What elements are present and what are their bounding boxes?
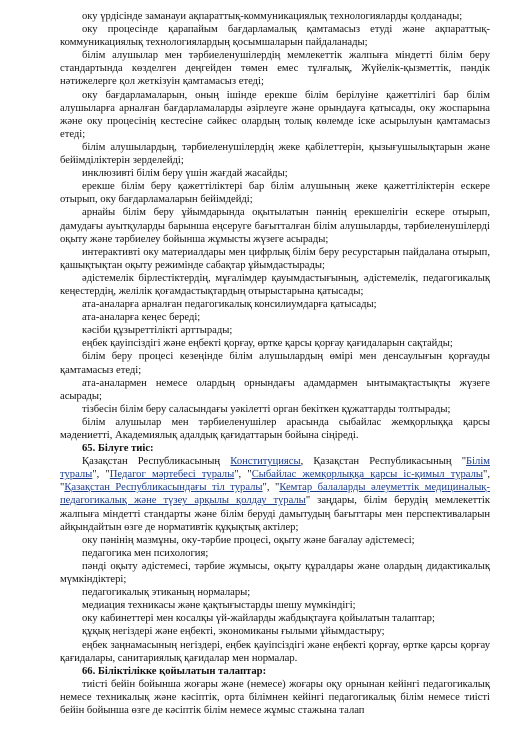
list-item: кәсіби құзыреттілікті арттырады; — [82, 325, 233, 337]
laws-sep: ", " — [60, 469, 490, 494]
link-law-anti-corruption[interactable]: Сыбайлас жемқорлыққа қарсы іс-қимыл туралы — [251, 469, 483, 481]
list-item: оку кабинеттері мен косалқы үй-жайларды жабдықтауға қойылатын талаптар; — [82, 613, 435, 625]
qualification-paragraph: тиісті бейін бойынша жоғары және (немесе) жоғары оқу орнынан кейінгі педагогикалық немесе техникалық және кәсіптік, орта білімнен кейінгі педагогикалық білім немесе тиісті бейін бойынша өзге де кәсіптік білім немесе жұмыс стажына талап — [60, 678, 490, 716]
laws-sep: " — [305, 495, 311, 507]
list-item: медиация техникасы және қақтығыстарды шешу мүмкіндігі; — [82, 600, 356, 612]
list-item: еңбек заңнамасының негіздері, еңбек қауіпсіздігі және еңбекті қорғау, өртке қарсы қорғау қағидалары, санитариялық қағидалар мен нормалар. — [60, 639, 490, 664]
document-body — [60, 10, 490, 717]
list-item: ерекше білім беру қажеттіліктері бар білім алушының жеке қажеттіліктерін ескере отырып, оку бағдарламаларын бейімдейді; — [60, 181, 490, 206]
link-law-education[interactable]: Білім туралы — [60, 456, 490, 481]
list-item: білім беру процесі кезеңінде білім алушылардың өмірі мен денсаулығын қорғауды қамтамасыз етеді; — [60, 351, 490, 376]
list-item: оку бағдарламаларын, оның ішінде ерекше білім берілуіне қажеттілігі бар білім алушыларға арналған бағдарламаларды әзірлеуге және орындауға қатысады, оку жоспарына және оку процесінің кестесіне сәйкес олардың толық көлемде іске асырылуын қамтамасыз етеді; — [60, 89, 490, 140]
list-item: оку процесінде қарапайым бағдарламалық қамтамасыз етуді және ақпараттық-коммуникациялық технологиялардың қосымшаларын пайдаланады; — [60, 24, 490, 49]
list-item: ата-аналарға арналған педагогикалық консилиумдарға қатысады; — [82, 299, 377, 311]
link-law-teacher-status[interactable]: Педагог мәртебесі туралы — [109, 469, 235, 481]
list-item: әдістемелік бірлестіктердің, мұғалімдер қауымдастығының, әдістемелік, педагогикалық кеңестердің, желілік қоғамдастықтардың отырыстарына қатысады; — [60, 272, 490, 297]
laws-intro: Қазақстан Республикасының — [82, 456, 231, 468]
list-item: білім алушылар мен тәрбиеленушілердің мемлекеттік жалпыға міндетті білім беру стандартында көзделген деңгейден төмен емес тұлғалық, Жүйелік-қызметтік, пәндік нәтижелерге қол жеткізуін қамтамасыз етеді; — [60, 50, 490, 88]
list-item: тізбесін білім беру саласындағы уәкілетті орган бекіткен құжаттарды толтырады; — [82, 403, 451, 415]
laws-sep: , Қазақстан Республикасының " — [300, 456, 467, 468]
list-item: еңбек қауіпсіздігі және еңбекті қорғау, өртке қарсы қорғау қағидаларын сақтайды; — [82, 338, 453, 350]
list-item: пәнді оқыту әдістемесі, тәрбие жұмысы, оқыту құралдары және олардың дидактикалық мүмкіндіктері; — [60, 560, 490, 586]
laws-sep: ", " — [262, 482, 280, 494]
link-constitution[interactable]: Конституциясы — [230, 456, 301, 468]
knowledge-list — [60, 534, 490, 665]
list-item: арнайы білім беру ұйымдарында оқытылатын пәннің ерекшелігін ескере отырып, дамудағы ауытқуларды барынша еңсеруге бағытталған білім алушыларды, тәрбиеленушілерді оқыту және тәрбиелеу бойынша жұмысты жүзеге асырады; — [60, 207, 490, 245]
list-item: интерактивті оку материалдары мен цифрлық білім беру ресурстарын пайдалана отырып, қашықтықтан оқыту режимінде сабақтар ұйымдастырады; — [60, 246, 490, 271]
laws-outro: заңдары, білім берудің мемлекеттік жалпыға міндетті стандарты және білім беруді дамытудың бағыттары мен перспективаларын айқындайтын өзге де нормативтік құқықтық актілер; — [60, 495, 490, 533]
laws-paragraph — [60, 455, 490, 534]
list-item: білім алушылардың, тәрбиеленушілердің жеке қабілеттерін, қызығушылықтарын және бейімділіктерін зерделейді; — [60, 141, 490, 167]
list-item: инклюзивті білім беру үшін жағдай жасайды; — [82, 168, 288, 180]
list-item: ата-аналармен немесе олардың орнындағы адамдармен ынтымақтастықты жүзеге асырады; — [60, 377, 490, 402]
list-item: құқық негіздері және еңбекті, экономиканы ғылыми ұйымдастыру; — [82, 626, 385, 638]
link-law-languages[interactable]: Қазақстан Республикасындағы тіл туралы — [64, 482, 263, 494]
section-heading-66: 66. Біліктілікке қойылатын талаптар: — [82, 665, 267, 677]
laws-sep: ", " — [92, 469, 110, 481]
laws-sep: ", " — [234, 469, 252, 481]
list-item: білім алушылар мен тәрбиеленушілер арасында сыбайлас жемқорлыққа қарсы мәдениетті, Академиялық адалдық қағидаттарын бойына сіңіреді. — [60, 416, 490, 441]
list-item: ата-аналарға кеңес береді; — [82, 312, 201, 324]
duties-list — [60, 10, 490, 442]
list-item: оку үрдісінде заманауи ақпараттық-коммуникациялық технологияларды қолданады; — [82, 11, 463, 22]
section-heading-65: 65. Білуге тиіс: — [82, 443, 154, 455]
list-item: педагогика мен психология; — [82, 547, 209, 559]
list-item: педагогикалық этиканың нормалары; — [82, 587, 251, 599]
list-item: оку пәнінің мазмұны, оку-тәрбие процесі, оқыту және бағалау әдістемесі; — [82, 534, 415, 546]
link-law-disabled-children[interactable]: Кемтар балаларды әлеуметтік медициналық-педагогикалық және түзеу арқылы қолдау туралы — [60, 482, 490, 507]
